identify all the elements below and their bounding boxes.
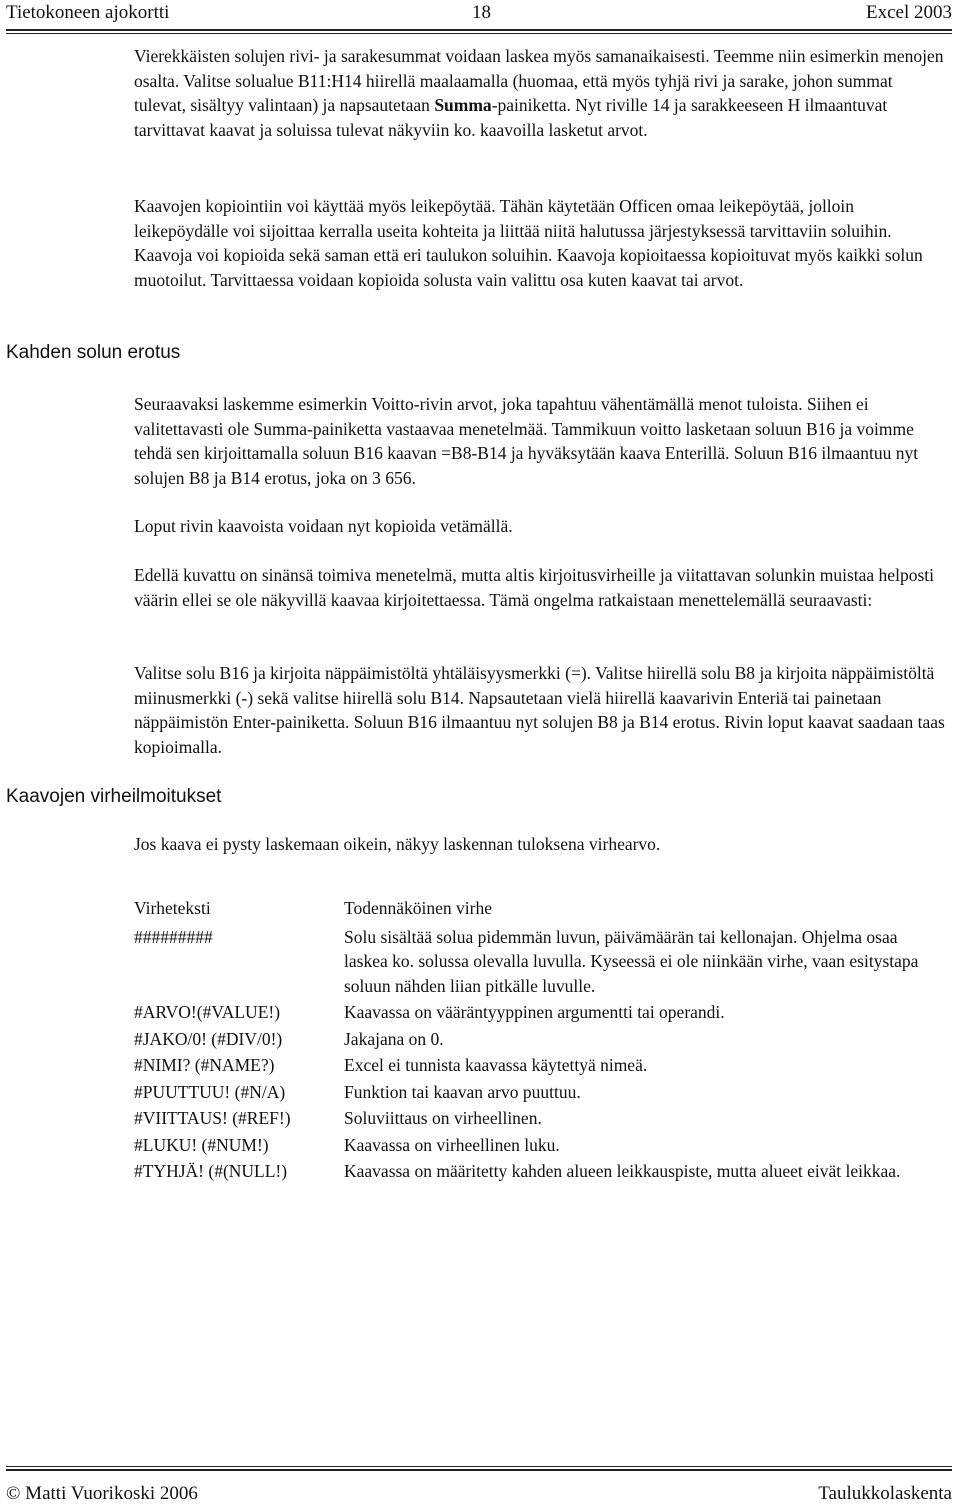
footer-rule-thin <box>6 1466 952 1467</box>
paragraph-copy-drag: Loput rivin kaavoista voidaan nyt kopioida vetämällä. <box>134 516 513 536</box>
footer-section: Taulukkolaskenta <box>818 1483 952 1504</box>
header-rule-thin <box>6 33 952 34</box>
paragraph-profit-row: Seuraavaksi laskemme esimerkin Voitto-rivin arvot, joka tapahtuu vähentämällä menot tuloista. Siihen ei valitettavasti ole Summa-painiketta vastaavaa menetelmää. Tammikuun voitto lasketaan soluun B16 ja voimme tehdä sen kirjoittamalla soluun B16 kaavan =B8-B14 ja hyväksytään kaava Enterillä. Soluun B16 ilmaantuu nyt solujen B8 ja B14 erotus, joka on 3 656. <box>134 394 919 488</box>
error-description: Soluviittaus on virheellinen. <box>344 1108 542 1128</box>
table-row <box>134 1051 944 1078</box>
table-row <box>134 1078 944 1105</box>
error-code: #LUKU! (#NUM!) <box>134 1134 269 1155</box>
paragraph-mouse-method: Valitse solu B16 ja kirjoita näppäimistöltä yhtäläisyysmerkki (=). Valitse hiirellä solu B8 ja kirjoita näppäimistöltä miinusmerkki (-) sekä valitse hiirellä solu B14. Napsautetaan vielä hiirellä kaavarivin Enteriä tai painetaan näppäimistön Enter-painiketta. Soluun B16 ilmaantuu nyt solujen B8 ja B14 erotus. Rivin loput kaavat saadaan taas kopioimalla. <box>134 663 945 757</box>
error-code: #PUUTTUU! (#N/A) <box>134 1081 286 1102</box>
error-code: #TYHJÄ! (#(NULL!) <box>134 1161 288 1181</box>
p1-text-after: -painiketta. Nyt riville 14 ja sarakkeeseen H ilmaantuvat tarvittavat kaavat ja soluissa tulevat näkyviin ko. kaavoilla lasketut arvot. <box>134 95 888 140</box>
header-title: Tietokoneen ajokortti <box>6 2 170 23</box>
error-code: #ARVO!(#VALUE!) <box>134 1002 281 1022</box>
error-description: Kaavassa on määritetty kahden alueen leikkauspiste, mutta alueet eivät leikkaa. <box>344 1161 901 1181</box>
header-error-text: Virheteksti <box>134 898 211 918</box>
error-description: Solu sisältää solua pidemmän luvun, päivämäärän tai kellonajan. Ohjelma osaa laskea ko. solussa olevalla luvulla. Kyseessä ei ole niinkään virhe, vaan esitystapa soluun nähden liian pitkälle luvulle. <box>344 926 919 996</box>
paragraph-clipboard: Kaavojen kopiointiin voi käyttää myös leikepöytää. Tähän käytetään Officen omaa leikepöytää, jolloin leikepöydälle voi sijoittaa kerralla useita kohteita ja liittää niitä halutussa järjestyksessä tarvittaviin soluihin. Kaavoja voi kopioida sekä saman että eri taulukon soluihin. Kaavoja kopioitaessa kopioituvat myös kaikki solun muotoilut. Tarvittaessa voidaan kopioida solusta vain valittu osa kuten kaavat tai arvot. <box>134 196 923 290</box>
header-probable-error: Todennäköinen virhe <box>344 898 492 918</box>
table-row <box>134 1025 944 1052</box>
page-number: 18 <box>472 2 491 23</box>
page-header <box>6 2 952 26</box>
table-row <box>134 925 944 999</box>
section-heading-errors: Kaavojen virheilmoitukset <box>6 786 222 807</box>
header-rule <box>6 29 952 31</box>
error-code: ######### <box>134 926 213 947</box>
error-description: Kaavassa on virheellinen luku. <box>344 1134 560 1155</box>
section-heading-difference: Kahden solun erotus <box>6 342 181 363</box>
paragraph-row-column-sums <box>134 44 946 142</box>
error-description: Excel ei tunnista kaavassa käytettyä nimeä. <box>344 1055 648 1075</box>
error-table-header <box>134 896 944 925</box>
table-row <box>134 1104 944 1131</box>
error-code: #VIITTAUS! (#REF!) <box>134 1108 291 1128</box>
p1-bold: Summa <box>434 95 492 115</box>
error-code: #JAKO/0! (#DIV/0!) <box>134 1028 283 1049</box>
footer-rule <box>6 1469 952 1471</box>
table-row <box>134 998 944 1025</box>
error-description: Jakajana on 0. <box>344 1028 444 1049</box>
error-description: Funktion tai kaavan arvo puuttuu. <box>344 1081 581 1102</box>
footer-copyright: © Matti Vuorikoski 2006 <box>6 1483 198 1504</box>
table-row <box>134 1157 944 1184</box>
error-description: Kaavassa on vääräntyyppinen argumentti tai operandi. <box>344 1002 725 1022</box>
p1-text: Vierekkäisten solujen rivi- ja sarakesummat voidaan laskea myös samanaikaisesti. Teemme niin esimerkin menojen osalta. Valitse solualue B11:H14 hiirellä maalaamalla (huomaa, että myös tyhjä rivi ja sarake, johon summat tulevat, sisältyy valintaan) ja napsautetaan <box>134 46 944 115</box>
error-code: #NIMI? (#NAME?) <box>134 1055 275 1075</box>
paragraph-method-note: Edellä kuvattu on sinänsä toimiva menetelmä, mutta altis kirjoitusvirheille ja viitattavan solunkin muistaa helposti väärin ellei se ole näkyvillä kaavaa kirjoitettaessa. Tämä ongelma ratkaistaan menettelemällä seuraavasti: <box>134 565 934 610</box>
error-table <box>134 896 944 1184</box>
table-row <box>134 1131 944 1158</box>
paragraph-error-intro: Jos kaava ei pysty laskemaan oikein, näkyy laskennan tuloksena virhearvo. <box>134 834 661 854</box>
header-product: Excel 2003 <box>865 2 952 23</box>
